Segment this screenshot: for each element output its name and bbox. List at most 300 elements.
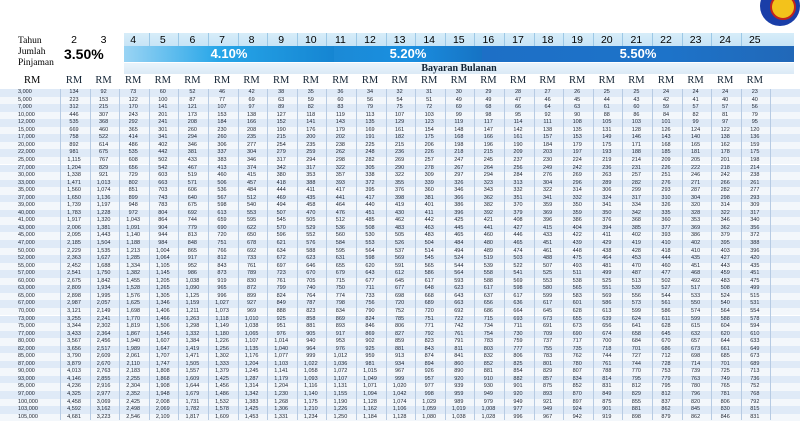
payment-cell: 779	[661, 375, 671, 382]
payment-cell: 869	[335, 315, 345, 322]
payment-cell: 284	[513, 172, 523, 179]
payment-cell: 1,159	[185, 300, 200, 307]
payment-cell: 4,458	[67, 398, 81, 405]
payment-cell: 36	[337, 89, 344, 95]
payment-cell: 73	[130, 89, 137, 95]
payment-cell: 796	[691, 391, 701, 397]
loan-amount-cell: 43,000	[18, 224, 35, 231]
payment-cell: 576	[306, 240, 316, 246]
payment-cell: 1,071	[363, 383, 377, 390]
payment-cell: 427	[513, 224, 523, 231]
payment-cell: 873	[217, 270, 227, 277]
loan-amount-cell: 90,000	[18, 368, 35, 375]
payment-cell: 780	[691, 383, 701, 390]
loan-amount-cell: 60,000	[18, 277, 35, 284]
payment-cell: 1,012	[333, 353, 348, 360]
payment-cell: 103	[631, 119, 641, 126]
payment-cell: 427	[720, 255, 730, 262]
payment-cell: 901	[513, 383, 523, 390]
payment-cell: 648	[424, 285, 434, 292]
payment-cell: 157	[543, 134, 553, 141]
payment-cell: 761	[247, 262, 257, 269]
payment-cell: 202	[335, 134, 345, 141]
payment-cell: 1,135	[244, 345, 259, 352]
payment-cell: 899	[128, 194, 138, 201]
payment-cell: 507	[276, 209, 286, 216]
payment-cell: 939	[454, 383, 464, 390]
payment-cell: 203	[543, 149, 553, 156]
payment-cell: 766	[217, 247, 227, 254]
payment-cell: 41	[692, 96, 699, 103]
payment-cell: 743	[158, 194, 168, 201]
payment-cell: 314	[572, 187, 582, 194]
payment-cell: 190	[276, 126, 286, 133]
payment-cell: 583	[572, 292, 582, 299]
payment-cell: 369	[543, 209, 553, 216]
payment-cell: 171	[631, 141, 641, 148]
payment-cell: 107	[217, 104, 227, 111]
payment-cell: 851	[128, 187, 138, 194]
payment-cell: 393	[335, 179, 345, 186]
payment-cell: 457	[247, 179, 257, 186]
payment-cell: 1,287	[244, 375, 259, 382]
payment-cell: 1,305	[155, 292, 170, 299]
payment-cell: 792	[424, 330, 434, 337]
payment-cell: 1,406	[155, 307, 170, 314]
payment-cell: 843	[424, 345, 434, 352]
payment-cell: 417	[365, 194, 375, 201]
payment-cell: 43	[633, 96, 640, 103]
payment-cell: 362	[483, 194, 493, 201]
payment-cell: 230	[543, 156, 553, 163]
grid-line	[238, 89, 239, 420]
payment-cell: 749	[720, 375, 730, 382]
payment-cell: 410	[661, 240, 671, 246]
payment-cell: 86	[633, 111, 640, 118]
payment-cell: 126	[661, 126, 671, 133]
payment-cell: 2,304	[126, 383, 141, 390]
payment-cell: 525	[543, 270, 553, 277]
payment-cell: 1,298	[185, 323, 200, 330]
payment-cell: 92	[544, 111, 551, 118]
payment-cell: 386	[572, 217, 582, 224]
payment-cell: 462	[395, 217, 405, 224]
payment-cell: 578	[750, 315, 760, 322]
payment-cell: 636	[513, 300, 523, 307]
payment-cell: 603	[158, 172, 168, 179]
payment-cell: 622	[247, 224, 257, 231]
payment-cell: 467	[187, 164, 197, 171]
payment-cell: 1,038	[451, 413, 466, 420]
loan-amount-cell: 67,000	[18, 300, 35, 307]
payment-cell: 402	[691, 240, 701, 246]
payment-cell: 2,352	[126, 391, 141, 397]
payment-cell: 1,093	[303, 375, 318, 382]
payment-cell: 166	[483, 134, 493, 141]
payment-cell: 87	[189, 96, 196, 103]
payment-cell: 418	[661, 247, 671, 254]
payment-cell: 901	[602, 406, 612, 413]
payment-cell: 831	[750, 413, 760, 420]
payment-cell: 386	[691, 232, 701, 239]
payment-cell: 433	[543, 232, 553, 239]
payment-cell: 703	[158, 187, 168, 194]
payment-cell: 507	[543, 262, 553, 269]
payment-cell: 1,180	[215, 330, 229, 337]
payment-cell: 209	[661, 156, 671, 163]
payment-cell: 261	[750, 179, 760, 186]
payment-cell: 88	[603, 111, 610, 118]
payment-cell: 811	[454, 345, 464, 352]
payment-cell: 872	[247, 285, 257, 292]
payment-cell: 2,255	[126, 375, 141, 382]
grid-line	[534, 89, 535, 420]
payment-cell: 4,236	[67, 383, 81, 390]
payment-cell: 107	[395, 111, 405, 118]
payment-cell: 1,176	[244, 353, 259, 360]
payment-cell: 299	[631, 187, 641, 194]
payment-cell: 2,183	[126, 368, 141, 375]
payment-cell: 2,008	[155, 398, 170, 405]
payment-cell: 1,560	[67, 187, 81, 194]
payment-cell: 2,809	[67, 285, 81, 292]
payment-cell: 266	[720, 179, 730, 186]
year-12: 12	[364, 34, 376, 46]
payment-cell: 514	[424, 247, 434, 254]
payment-cell: 596	[276, 232, 286, 239]
rm-header-row	[0, 74, 800, 88]
payment-cell: 214	[750, 164, 760, 171]
grid-line	[90, 89, 91, 420]
payment-cell: 633	[750, 338, 760, 345]
payment-cell: 377	[661, 224, 671, 231]
payment-cell: 1,505	[185, 360, 200, 367]
payment-cell: 1,179	[274, 375, 289, 382]
payment-cell: 442	[424, 217, 434, 224]
rate-band-3: 5.20%	[334, 46, 482, 62]
grid-line	[741, 89, 742, 420]
loan-amount-cell: 77,000	[18, 330, 35, 337]
payment-cell: 353	[691, 217, 701, 224]
loan-amount-cell: 45,000	[18, 232, 35, 239]
payment-cell: 236	[395, 149, 405, 156]
payment-cell: 684	[631, 338, 641, 345]
payment-cell: 429	[602, 240, 612, 246]
payment-cell: 637	[483, 292, 493, 299]
rm-header-cell: RM	[628, 75, 645, 86]
payment-cell: 620	[365, 262, 375, 269]
payment-cell: 317	[276, 156, 286, 163]
payment-cell: 24	[662, 89, 670, 95]
payment-cell: 508	[365, 224, 375, 231]
payment-cell: 282	[631, 179, 641, 186]
payment-cell: 531	[750, 300, 760, 307]
payment-cell: 1,783	[67, 209, 81, 216]
payment-cell: 524	[720, 292, 730, 299]
payment-cell: 60	[633, 104, 640, 111]
grid-line	[149, 89, 150, 420]
payment-cell: 857	[543, 375, 553, 382]
payment-cell: 679	[335, 270, 345, 277]
payment-cell: 623	[454, 285, 464, 292]
payment-cell: 475	[750, 277, 760, 284]
payment-cell: 338	[365, 172, 375, 179]
payment-cell: 2,149	[96, 307, 111, 314]
payment-cell: 1,333	[215, 360, 229, 367]
payment-cell: 169	[365, 126, 375, 133]
payment-cell: 656	[483, 300, 493, 307]
loan-amount-cell: 17,000	[18, 134, 35, 141]
grid-line	[386, 89, 387, 420]
payment-cell: 899	[247, 292, 257, 299]
payment-cell: 511	[572, 270, 582, 277]
payment-cell: 289	[602, 179, 612, 186]
payment-cell: 1,197	[96, 202, 111, 209]
payment-cell: 829	[99, 164, 109, 171]
payment-cell: 536	[335, 224, 345, 231]
payment-cell: 673	[691, 345, 701, 352]
payment-cell: 236	[602, 164, 612, 171]
payment-cell: 353	[306, 172, 316, 179]
payment-cell: 411	[306, 187, 316, 194]
payment-cell: 310	[661, 194, 671, 201]
payment-cell: 57	[692, 104, 699, 111]
payment-cell: 305	[365, 164, 375, 171]
payment-cell: 1,817	[185, 413, 200, 420]
payment-cell: 64	[544, 104, 551, 111]
payment-cell: 761	[454, 330, 464, 337]
payment-cell: 175	[750, 149, 760, 156]
payment-cell: 184	[217, 119, 227, 126]
rm-header-cell: RM	[598, 75, 615, 86]
bank-logo-icon	[760, 0, 800, 26]
year-20: 20	[600, 34, 613, 46]
payment-cell: 350	[602, 209, 612, 216]
payment-cell: 634	[276, 247, 286, 254]
payment-cell: 1,808	[155, 368, 170, 375]
payment-cell: 940	[306, 338, 316, 345]
loan-amount-cell: 100,000	[18, 398, 38, 405]
payment-cell: 1,027	[215, 300, 229, 307]
grid-line	[504, 89, 505, 420]
payment-cell: 601	[572, 300, 582, 307]
payment-cell: 60	[337, 96, 344, 103]
payment-cell: 720	[395, 300, 405, 307]
rm-header-cell: RM	[184, 75, 201, 86]
payment-cell: 388	[750, 240, 760, 246]
payment-cell: 862	[691, 413, 701, 420]
payment-cell: 178	[720, 149, 730, 156]
payment-cell: 967	[543, 413, 553, 420]
payment-cell: 639	[602, 315, 612, 322]
payment-cell: 989	[454, 398, 464, 405]
payment-cell: 154	[424, 126, 434, 133]
payment-cell: 113	[365, 111, 375, 118]
payment-cell: 567	[217, 194, 227, 201]
grid-line	[119, 89, 120, 420]
payment-cell: 1,342	[244, 391, 259, 397]
payment-cell: 460	[217, 172, 227, 179]
year-11: 11	[334, 34, 346, 46]
payment-cell: 767	[99, 156, 109, 163]
payment-cell: 138	[247, 111, 257, 118]
payment-cell: 1,077	[274, 353, 289, 360]
payment-cell: 140	[691, 134, 701, 141]
payment-cell: 976	[276, 330, 286, 337]
payment-cell: 111	[543, 119, 552, 126]
payment-cell: 1,940	[126, 338, 141, 345]
rm-header-cell: RM	[569, 75, 586, 86]
payment-cell: 598	[513, 285, 523, 292]
payment-cell: 394	[602, 224, 612, 231]
payment-cell: 350	[572, 202, 582, 209]
payment-cell: 875	[602, 398, 612, 405]
payment-cell: 79	[751, 111, 758, 118]
year-2: 2	[71, 34, 77, 46]
loan-amount-cell: 97,000	[18, 391, 35, 397]
payment-cell: 512	[247, 194, 257, 201]
payment-cell: 744	[631, 360, 641, 367]
payment-cell: 226	[424, 149, 434, 156]
payment-cell: 246	[691, 172, 701, 179]
loan-amount-cell: 25,000	[18, 156, 35, 163]
payment-cell: 860	[454, 360, 464, 367]
loan-amount-cell: 39,000	[18, 202, 35, 209]
payment-cell: 382	[483, 202, 493, 209]
payment-cell: 451	[543, 240, 553, 246]
payment-cell: 564	[454, 270, 464, 277]
payment-cell: 442	[158, 149, 168, 156]
payment-cell: 100	[158, 96, 168, 103]
payment-cell: 323	[483, 179, 493, 186]
payment-cell: 659	[217, 217, 227, 224]
payment-cell: 869	[365, 330, 375, 337]
payment-cell: 2,541	[67, 270, 81, 277]
payment-cell: 1,140	[126, 232, 141, 239]
payment-cell: 257	[424, 156, 434, 163]
payment-cell: 617	[513, 292, 523, 299]
payment-cell: 540	[720, 300, 730, 307]
payment-cell: 404	[572, 224, 582, 231]
rm-header-cell: RM	[421, 75, 438, 86]
payment-cell: 823	[424, 338, 434, 345]
payment-cell: 503	[513, 255, 523, 262]
payment-cell: 414	[128, 134, 138, 141]
payment-cell: 168	[454, 134, 464, 141]
payment-cell: 881	[395, 345, 405, 352]
payment-cell: 783	[158, 202, 168, 209]
payment-cell: 570	[276, 224, 286, 231]
payment-cell: 59	[662, 104, 670, 111]
payment-cell: 586	[602, 300, 612, 307]
payment-cell: 715	[335, 277, 345, 284]
payment-cell: 1,210	[303, 406, 318, 413]
payment-cell: 222	[691, 164, 701, 171]
loan-amount-cell: 52,000	[18, 255, 35, 262]
payment-cell: 733	[365, 292, 375, 299]
payment-cell: 351	[513, 194, 523, 201]
payment-cell: 1,609	[215, 413, 229, 420]
payment-cell: 538	[572, 277, 582, 284]
payment-cell: 470	[631, 262, 641, 269]
payment-cell: 505	[395, 232, 405, 239]
payment-cell: 846	[720, 413, 730, 420]
payment-cell: 460	[99, 126, 109, 133]
payment-cell: 2,185	[67, 240, 81, 246]
loan-amount-cell: 63,000	[18, 285, 35, 292]
payment-cell: 379	[513, 209, 523, 216]
rm-header-cell: RM	[746, 75, 763, 86]
year-22: 22	[660, 34, 672, 46]
payment-cell: 573	[631, 300, 641, 307]
payment-cell: 553	[543, 277, 553, 284]
payment-cell: 1,731	[185, 398, 200, 405]
payment-cell: 574	[691, 307, 701, 314]
payment-cell: 536	[217, 187, 227, 194]
payment-cell: 752	[750, 383, 760, 390]
payment-cell: 965	[217, 285, 227, 292]
payment-cell: 1,698	[126, 307, 141, 314]
payment-cell: 610	[750, 330, 760, 337]
payment-cell: 3,223	[96, 413, 111, 420]
payment-cell: 862	[661, 406, 671, 413]
payment-cell: 802	[128, 179, 138, 186]
payment-cell: 461	[543, 247, 553, 254]
payment-cell: 2,241	[96, 315, 111, 322]
payment-cell: 263	[602, 172, 612, 179]
rm-header-cell: RM	[450, 75, 467, 86]
payment-cell: 201	[720, 156, 730, 163]
payment-cell: 200	[306, 134, 316, 141]
payment-cell: 326	[454, 179, 464, 186]
payment-cell: 598	[217, 202, 227, 209]
bayaran-bulanan-label: Bayaran Bulanan	[124, 63, 794, 74]
year-21: 21	[630, 34, 643, 46]
payment-cell: 175	[424, 134, 434, 141]
payment-cell: 453	[631, 255, 641, 262]
payment-cell: 1,739	[67, 202, 81, 209]
payment-cell: 1,557	[185, 368, 200, 375]
payment-cell: 1,384	[185, 338, 200, 345]
payment-cell: 1,149	[215, 323, 229, 330]
payment-cell: 588	[720, 315, 730, 322]
rm-header-cell: RM	[302, 75, 319, 86]
payment-cell: 279	[276, 149, 286, 156]
loan-amount-cell: 75,000	[18, 323, 35, 330]
payment-cell: 558	[483, 270, 493, 277]
payment-cell: 398	[395, 194, 405, 201]
payment-cell: 613	[217, 209, 227, 216]
payment-cell: 444	[276, 187, 286, 194]
payment-cell: 755	[543, 345, 553, 352]
payment-cell: 383	[217, 156, 227, 163]
rm-header-cell: RM	[95, 75, 112, 86]
grid-line	[652, 89, 653, 420]
payment-cell: 678	[247, 240, 257, 246]
payment-cell: 411	[602, 232, 612, 239]
payment-cell: 309	[750, 202, 760, 209]
year-25: 25	[748, 34, 761, 46]
payment-cell: 685	[720, 353, 730, 360]
payment-cell: 711	[365, 285, 375, 292]
payment-cell: 322	[543, 187, 553, 194]
payment-cell: 159	[750, 141, 760, 148]
payment-cell: 49	[455, 96, 462, 103]
year-15: 15	[452, 34, 465, 46]
payment-cell: 134	[69, 89, 79, 95]
payment-cell: 624	[631, 315, 641, 322]
payment-cell: 271	[691, 179, 701, 186]
